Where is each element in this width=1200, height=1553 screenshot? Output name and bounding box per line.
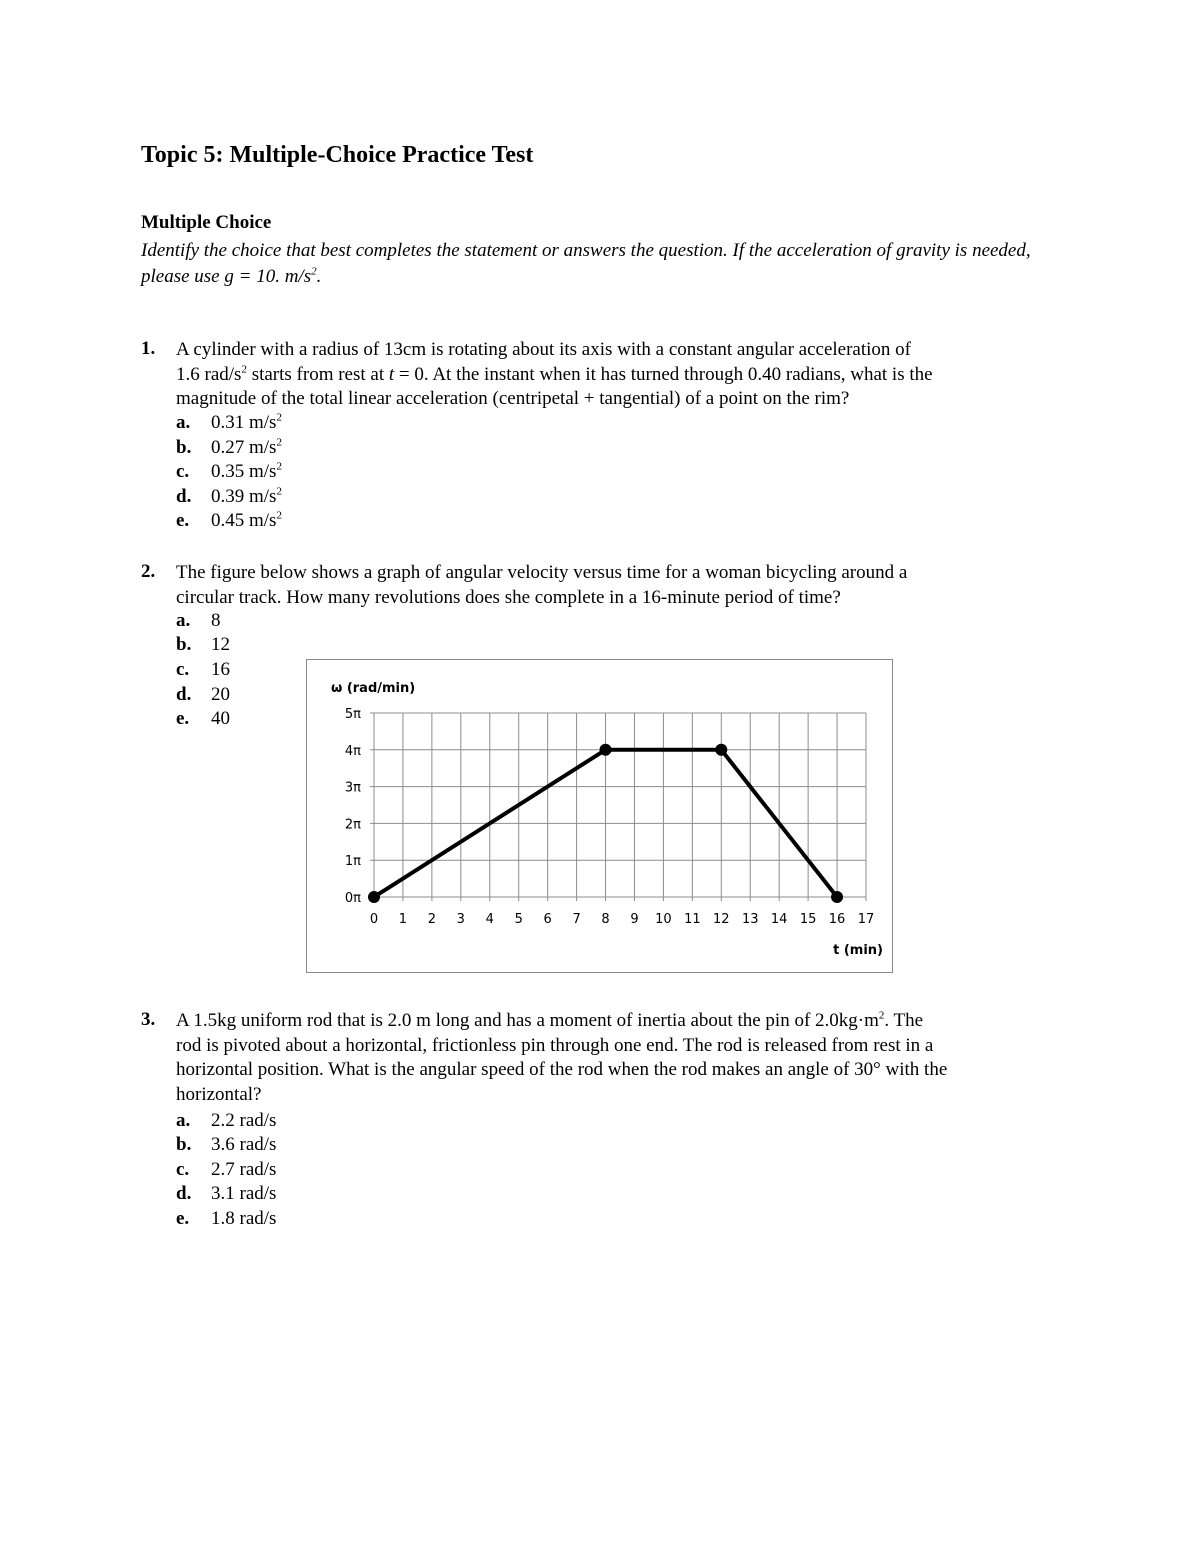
option-text: 20 bbox=[211, 684, 230, 705]
page-title: Topic 5: Multiple-Choice Practice Test bbox=[141, 142, 534, 168]
x-tick-label: 12 bbox=[713, 912, 730, 927]
data-point bbox=[368, 891, 380, 903]
instructions-end: . bbox=[316, 266, 322, 287]
answer-option[interactable] bbox=[176, 1159, 276, 1183]
x-tick-label: 6 bbox=[543, 912, 552, 927]
option-letter: b. bbox=[176, 437, 192, 458]
option-letter: a. bbox=[176, 610, 191, 631]
text-run: = 0. At the instant when it has turned through 0.40 radians, what is the bbox=[394, 363, 933, 385]
text-run: The figure below shows a graph of angular velocity versus time for a woman bicycling around a bbox=[176, 562, 908, 583]
answer-option[interactable] bbox=[176, 412, 282, 436]
x-tick-label: 16 bbox=[828, 912, 846, 927]
option-letter: a. bbox=[176, 412, 191, 433]
text-run: A cylinder with a radius of 13cm is rotating about its axis with a constant angular acceleration of bbox=[176, 339, 911, 360]
question-number: 2. bbox=[141, 561, 156, 582]
superscript: 2 bbox=[276, 485, 282, 498]
superscript: 2 bbox=[276, 436, 282, 449]
text-run: . The bbox=[884, 1010, 924, 1031]
chart-canvas bbox=[307, 660, 894, 974]
option-letter: a. bbox=[176, 1110, 191, 1131]
option-text: 16 bbox=[211, 659, 230, 680]
option-text: 2.7 rad/s bbox=[211, 1159, 277, 1180]
x-tick-label: 3 bbox=[456, 912, 465, 927]
data-point bbox=[715, 744, 727, 756]
superscript: 2 bbox=[276, 460, 282, 473]
option-text: 3.1 rad/s bbox=[211, 1183, 277, 1204]
text-run: 1.6 rad/s bbox=[176, 363, 242, 385]
x-tick-label: 8 bbox=[601, 912, 610, 927]
text-run: A 1.5kg uniform rod that is 2.0 m long and has a moment of inertia about the pin of 2.0kg·m bbox=[176, 1010, 879, 1031]
data-point bbox=[600, 744, 612, 756]
question-line bbox=[176, 561, 1066, 586]
option-text: 0.27 m/s bbox=[211, 437, 277, 458]
option-text: 8 bbox=[211, 610, 221, 631]
x-tick-label: 2 bbox=[427, 912, 437, 927]
superscript: 2 bbox=[878, 1009, 885, 1022]
x-tick-label: 0 bbox=[369, 912, 379, 927]
answer-option[interactable] bbox=[176, 1110, 276, 1134]
answer-option[interactable] bbox=[176, 486, 282, 510]
superscript: 2 bbox=[276, 509, 282, 522]
question-line bbox=[176, 1083, 1066, 1108]
x-tick-label: 15 bbox=[799, 912, 817, 927]
option-letter: e. bbox=[176, 510, 190, 531]
option-letter: b. bbox=[176, 634, 192, 655]
answer-option[interactable] bbox=[176, 684, 230, 708]
option-letter: c. bbox=[176, 659, 190, 680]
instructions-sup: 2 bbox=[311, 265, 317, 278]
question-number: 1. bbox=[141, 338, 156, 359]
y-tick-label: 2π bbox=[344, 817, 361, 833]
answer-option[interactable] bbox=[176, 461, 282, 485]
x-tick-label: 1 bbox=[398, 912, 408, 927]
x-tick-label: 4 bbox=[485, 912, 494, 927]
option-letter: c. bbox=[176, 1159, 190, 1180]
option-letter: d. bbox=[176, 486, 192, 507]
option-letter: c. bbox=[176, 461, 190, 482]
y-tick-label: 5π bbox=[344, 707, 361, 722]
option-letter: d. bbox=[176, 1183, 192, 1204]
option-text: 3.6 rad/s bbox=[211, 1134, 277, 1155]
option-text: 0.31 m/s bbox=[211, 412, 277, 433]
question-text bbox=[176, 1009, 1066, 1108]
answer-option[interactable] bbox=[176, 510, 282, 534]
instructions bbox=[141, 238, 1041, 290]
y-tick-label: 3π bbox=[344, 780, 361, 796]
answer-option[interactable] bbox=[176, 1134, 276, 1158]
instructions-text: Identify the choice that best completes the statement or answers the question. If the acceleration of gravity is needed, please use g = 10. m/s bbox=[141, 240, 1031, 287]
x-tick-label: 13 bbox=[741, 912, 759, 927]
y-tick-label: 4π bbox=[344, 743, 361, 759]
option-text: 0.45 m/s bbox=[211, 510, 277, 531]
option-text: 12 bbox=[211, 634, 230, 655]
answer-option[interactable] bbox=[176, 437, 282, 461]
answer-option[interactable] bbox=[176, 659, 230, 683]
option-letter: e. bbox=[176, 1208, 190, 1229]
y-tick-label: 1π bbox=[344, 854, 361, 870]
text-run: horizontal position. What is the angular speed of the rod when the rod makes an angle of 30° with the bbox=[176, 1059, 948, 1081]
x-tick-label: 7 bbox=[572, 912, 581, 927]
question-line bbox=[176, 1009, 1066, 1034]
data-point bbox=[831, 891, 843, 903]
question-line bbox=[176, 338, 1066, 363]
angular-velocity-chart bbox=[306, 659, 893, 973]
x-tick-label: 9 bbox=[630, 912, 639, 927]
superscript: 2 bbox=[241, 363, 247, 376]
superscript: 2 bbox=[276, 411, 282, 424]
option-letter: d. bbox=[176, 684, 192, 705]
question-number: 3. bbox=[141, 1009, 156, 1030]
answer-option[interactable] bbox=[176, 1208, 276, 1232]
x-tick-label: 14 bbox=[770, 912, 788, 927]
option-text: 0.35 m/s bbox=[211, 461, 277, 482]
x-tick-label: 11 bbox=[684, 912, 701, 927]
question-line bbox=[176, 586, 1066, 611]
y-axis-label: ω (rad/min) bbox=[331, 681, 416, 696]
text-run: magnitude of the total linear acceleration (centripetal + tangential) of a point on the rim? bbox=[176, 388, 850, 410]
x-tick-label: 17 bbox=[857, 912, 875, 927]
option-letter: e. bbox=[176, 708, 190, 729]
text-run: circular track. How many revolutions does she complete in a 16-minute period of time? bbox=[176, 586, 841, 608]
option-text: 40 bbox=[211, 708, 230, 729]
question-text bbox=[176, 338, 1066, 412]
text-run: starts from rest at bbox=[246, 363, 389, 385]
x-tick-label: 5 bbox=[514, 912, 523, 927]
option-text: 1.8 rad/s bbox=[211, 1208, 277, 1229]
section-title: Multiple Choice bbox=[141, 212, 272, 233]
variable: t bbox=[388, 363, 395, 385]
x-axis-label: t (min) bbox=[833, 943, 883, 958]
text-run: horizontal? bbox=[176, 1084, 262, 1106]
option-letter: b. bbox=[176, 1134, 192, 1155]
answer-option[interactable] bbox=[176, 634, 230, 658]
option-text: 2.2 rad/s bbox=[211, 1110, 277, 1131]
answer-option[interactable] bbox=[176, 1183, 276, 1207]
option-text: 0.39 m/s bbox=[211, 486, 277, 507]
question-text bbox=[176, 561, 1066, 610]
y-tick-label: 0π bbox=[344, 891, 361, 906]
question-line bbox=[176, 1058, 1066, 1083]
answer-option[interactable] bbox=[176, 610, 221, 634]
answer-option[interactable] bbox=[176, 708, 230, 732]
text-run: rod is pivoted about a horizontal, frictionless pin through one end. The rod is released from rest in a bbox=[176, 1034, 934, 1056]
question-line bbox=[176, 363, 1066, 388]
question-line bbox=[176, 387, 1066, 412]
question-line bbox=[176, 1034, 1066, 1059]
x-tick-label: 10 bbox=[655, 912, 672, 927]
